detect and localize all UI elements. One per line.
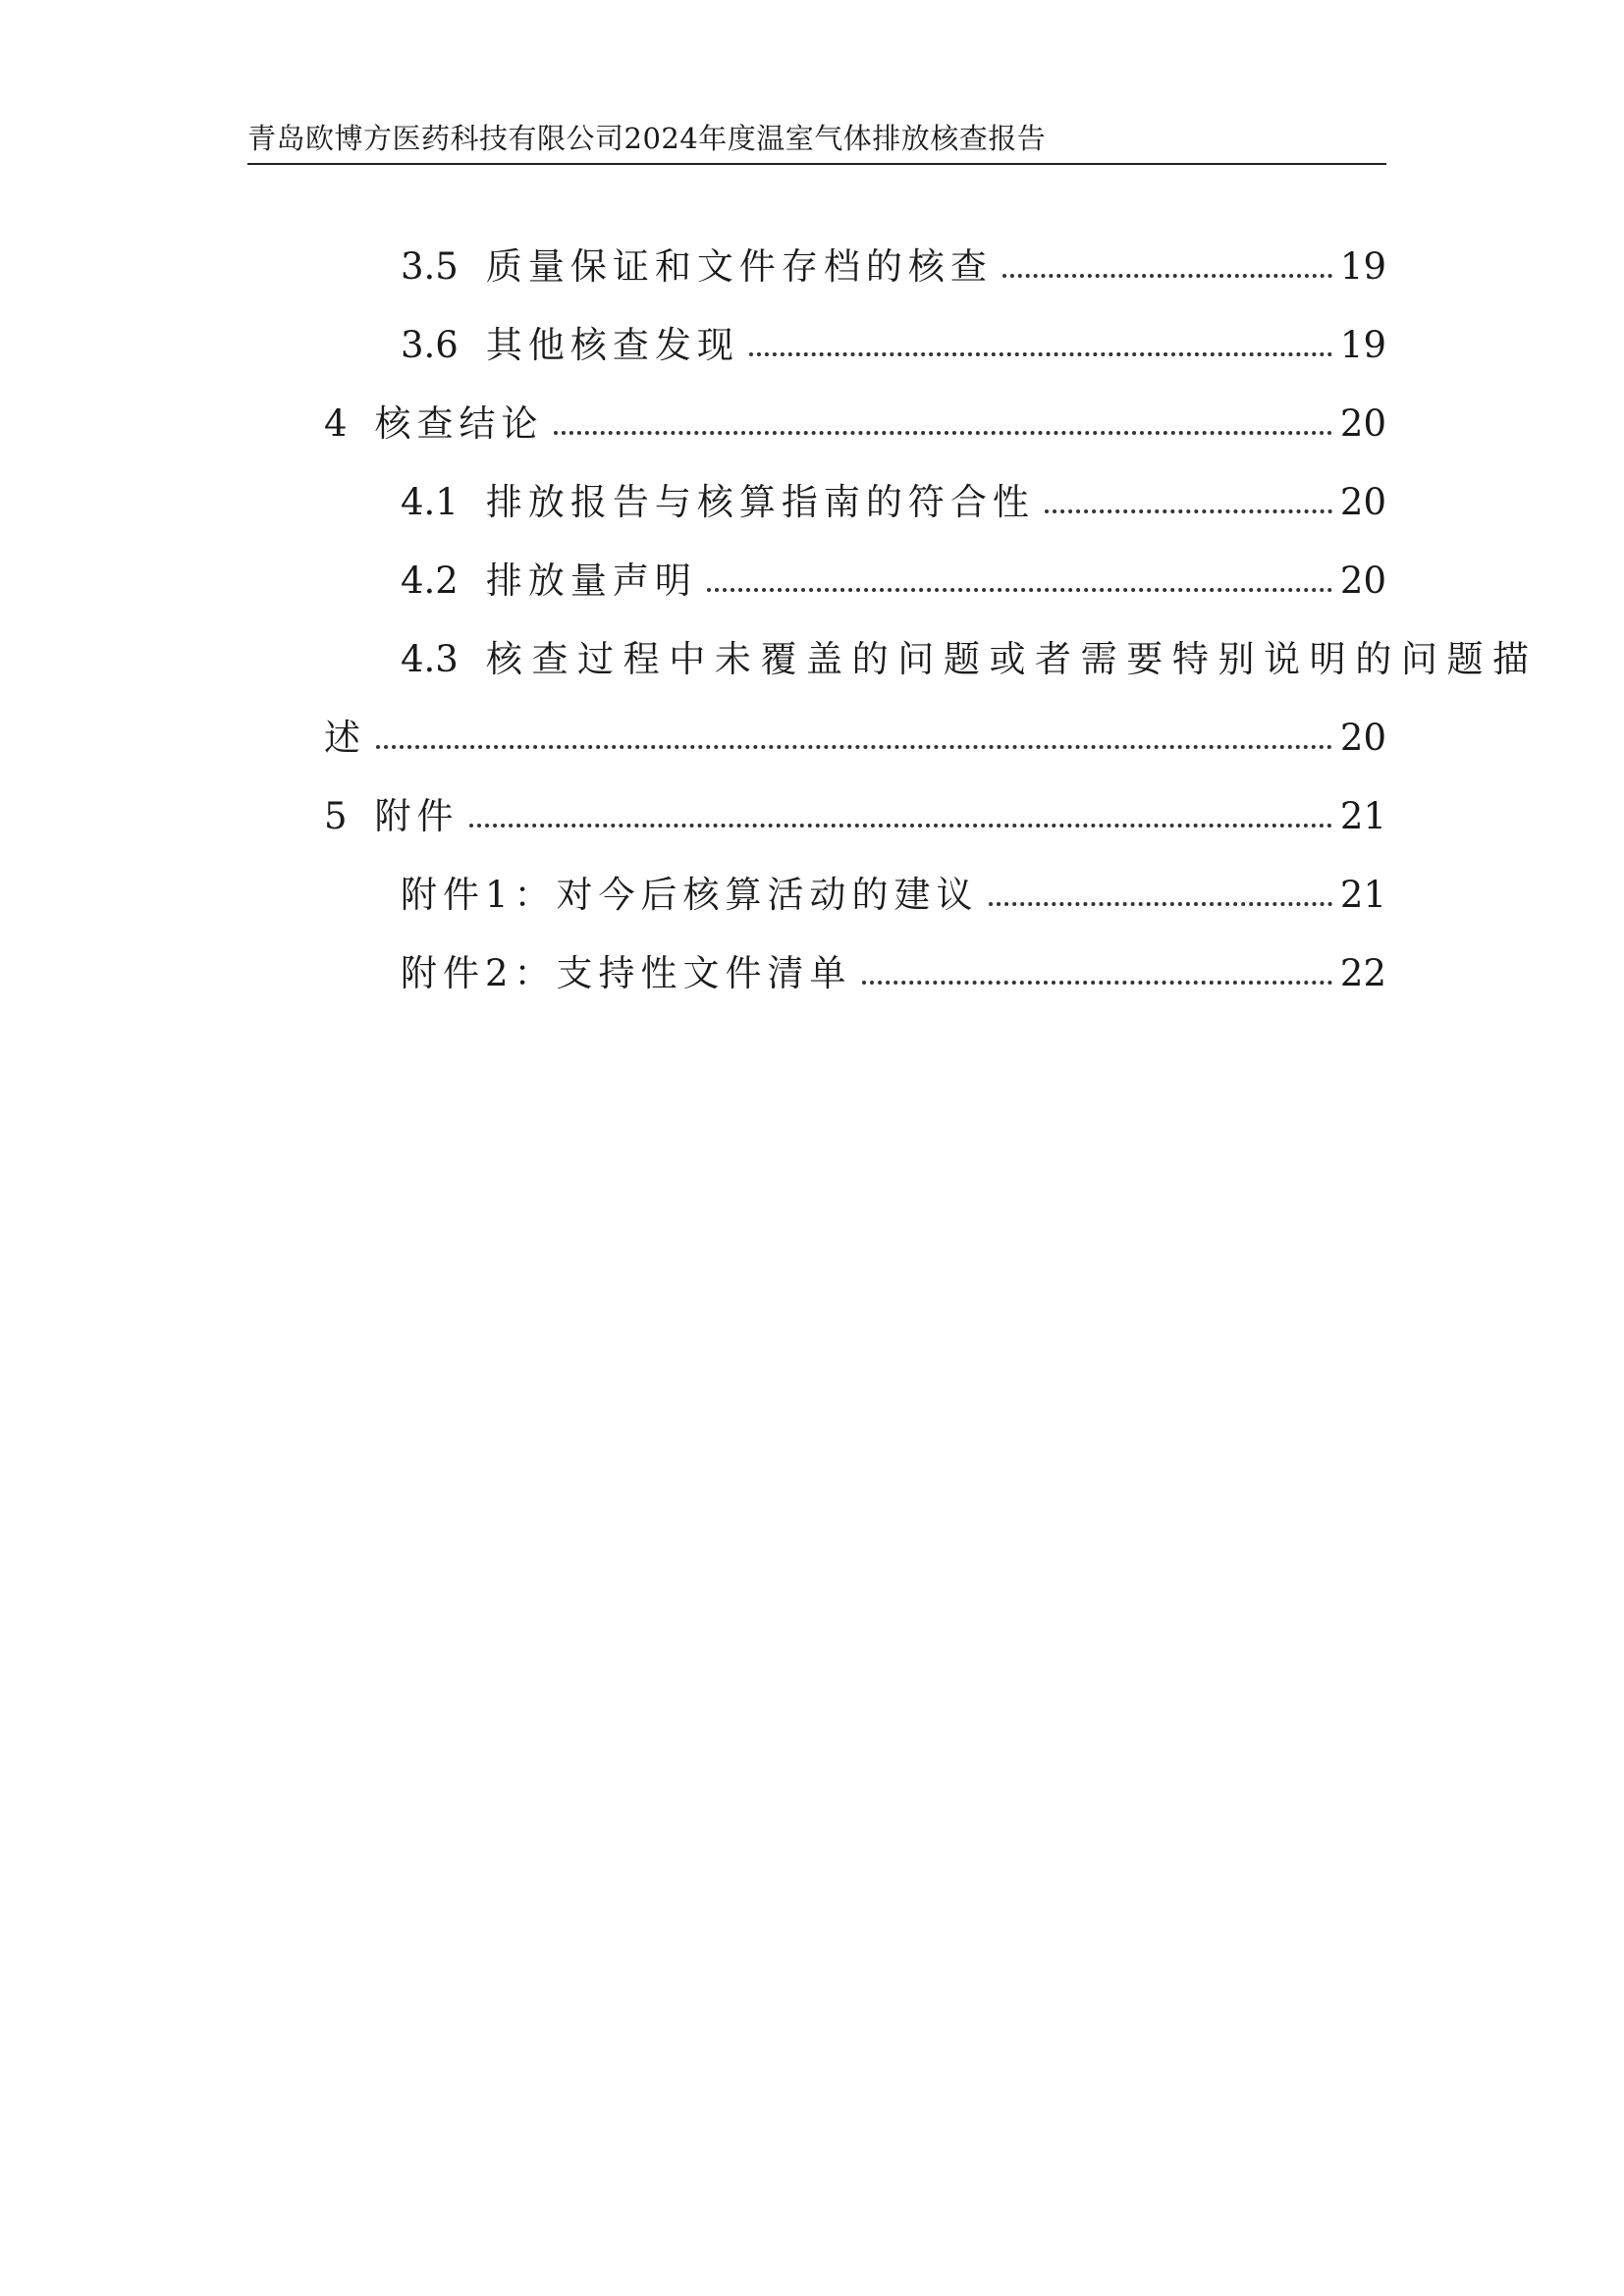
page-header	[247, 112, 1386, 165]
toc-entry-number: 5	[324, 795, 348, 837]
dot-leader	[749, 352, 1332, 356]
toc-entry-wrapped-first-line[interactable]	[324, 599, 1539, 680]
toc-entry[interactable]	[324, 206, 1386, 288]
toc-entry-title-continuation: 述	[324, 717, 366, 759]
toc-entry-number: 4.1	[401, 481, 459, 523]
table-of-contents	[324, 206, 1539, 994]
dot-leader	[376, 745, 1332, 749]
toc-entry-title: 排放报告与核算指南的符合性	[485, 481, 1035, 523]
toc-entry-title: 其他核查发现	[485, 324, 739, 366]
toc-entry-page: 20	[1339, 481, 1386, 523]
toc-entry-number: 4.3	[401, 638, 459, 680]
toc-entry[interactable]	[324, 756, 1386, 837]
toc-entry-page: 21	[1339, 874, 1386, 916]
toc-entry-page: 20	[1339, 560, 1386, 602]
toc-entry-wrapped-second-line[interactable]	[324, 677, 1386, 759]
toc-entry[interactable]	[324, 363, 1386, 445]
toc-entry-page: 22	[1339, 952, 1386, 994]
toc-entry-title: 排放量声明	[485, 560, 697, 602]
toc-entry-page: 20	[1339, 402, 1386, 445]
header-title: 青岛欧博方医药科技有限公司2024年度温室气体排放核查报告	[247, 122, 1047, 155]
toc-entry-title: 核查结论	[374, 402, 544, 445]
toc-entry-title: 附件	[374, 795, 460, 837]
dot-leader	[862, 981, 1332, 985]
dot-leader	[989, 902, 1332, 906]
toc-entry-page: 20	[1339, 717, 1386, 759]
toc-entry-number: 4.2	[401, 560, 459, 602]
toc-entry[interactable]	[324, 520, 1386, 602]
toc-entry-page: 19	[1339, 245, 1386, 288]
toc-entry-number: 3.5	[401, 245, 459, 288]
toc-entry[interactable]	[324, 442, 1386, 523]
toc-entry-number: 3.6	[401, 324, 459, 366]
toc-entry-title: 质量保证和文件存档的核查	[485, 245, 993, 288]
dot-leader	[1045, 509, 1332, 513]
toc-entry-title: 附件1：对今后核算活动的建议	[401, 874, 979, 916]
toc-entry-page: 19	[1339, 324, 1386, 366]
toc-entry-number: 4	[324, 402, 348, 445]
dot-leader	[707, 588, 1332, 592]
toc-entry[interactable]	[324, 913, 1386, 994]
toc-entry-title: 附件2：支持性文件清单	[401, 952, 852, 994]
toc-entry-page: 21	[1339, 795, 1386, 837]
dot-leader	[554, 431, 1332, 435]
toc-entry[interactable]	[324, 285, 1386, 366]
toc-entry[interactable]	[324, 834, 1386, 916]
dot-leader	[469, 824, 1332, 828]
dot-leader	[1002, 274, 1332, 278]
toc-entry-title: 核查过程中未覆盖的问题或者需要特别说明的问题描	[485, 638, 1539, 680]
